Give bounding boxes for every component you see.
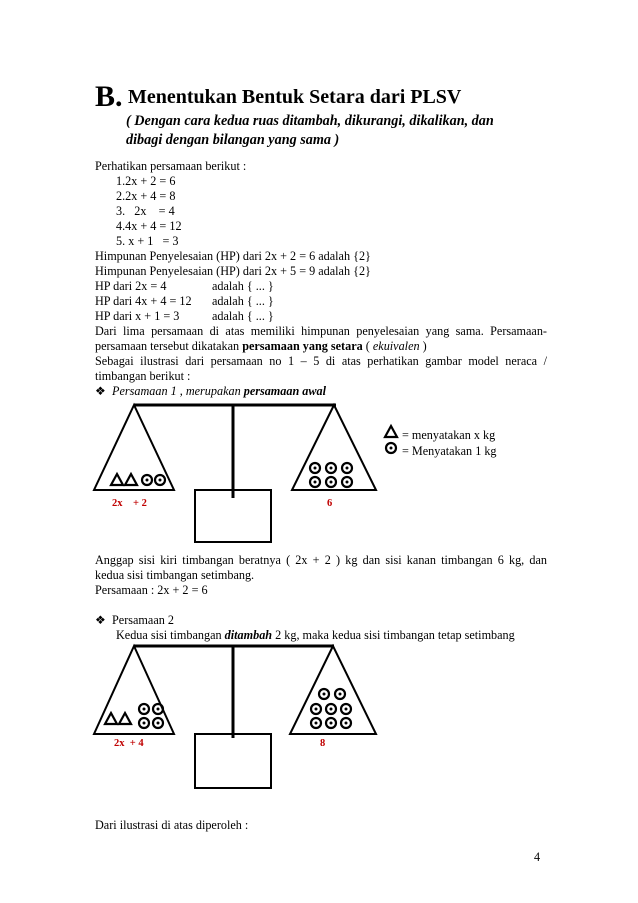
scale2-right-weights xyxy=(311,689,351,728)
bullet-1: ❖ Persamaan 1 , merupakan persamaan awal xyxy=(95,384,326,398)
scale2-left-weights xyxy=(105,704,163,728)
para3-line3: Persamaan : 2x + 2 = 6 xyxy=(95,583,208,597)
hp-line-1: Himpunan Penyelesaian (HP) dari 2x + 2 = 6 adalah {2} xyxy=(95,249,371,263)
section-subtitle-line1: ( Dengan cara kedua ruas ditambah, dikurangi, dikalikan, dan xyxy=(126,113,494,129)
hp-short-3-left: HP dari x + 1 = 3 xyxy=(95,309,180,323)
hp-short-2-right: adalah { ... } xyxy=(212,294,274,308)
section-title: Menentukan Bentuk Setara dari PLSV xyxy=(128,86,462,108)
section-subtitle-line2: dibagi dengan bilangan yang sama ) xyxy=(126,132,340,148)
bullet-2-desc: Kedua sisi timbangan ditambah 2 kg, maka kedua sisi timbangan tetap setimbang xyxy=(116,628,515,642)
para3-line2: kedua sisi timbangan setimbang. xyxy=(95,568,255,582)
hp-short-2-left: HP dari 4x + 4 = 12 xyxy=(95,294,192,308)
equation-2: 2.2x + 4 = 8 xyxy=(116,189,176,203)
triangle-icon xyxy=(385,426,397,437)
hp-short-1-right: adalah { ... } xyxy=(212,279,274,293)
diamond-bullet-icon: ❖ xyxy=(95,613,106,627)
balance-scale-2 xyxy=(94,646,376,788)
hp-line-2: Himpunan Penyelesaian (HP) dari 2x + 5 = 9 adalah {2} xyxy=(95,264,371,278)
equation-3: 3. 2x = 4 xyxy=(116,204,175,218)
legend-triangle-text: = menyatakan x kg xyxy=(402,428,496,442)
equation-5: 5. x + 1 = 3 xyxy=(116,234,179,248)
scale2-left-label: 2x + 4 xyxy=(114,738,144,749)
balance-scale-1 xyxy=(94,405,376,542)
equation-1: 1.2x + 2 = 6 xyxy=(116,174,176,188)
para2-line1: Sebagai ilustrasi dari persamaan no 1 – 5 di atas perhatikan gambar model neraca / xyxy=(95,354,547,368)
scale1-right-weights xyxy=(310,463,352,487)
circle-icon xyxy=(386,443,396,453)
para3-line1: Anggap sisi kiri timbangan beratnya ( 2x + 2 ) kg dan sisi kanan timbangan 6 kg, dan xyxy=(95,553,547,567)
para1-line1: Dari lima persamaan di atas memiliki himpunan penyelesaian yang sama. Persamaan- xyxy=(95,324,547,338)
legend-circle-text: = Menyatakan 1 kg xyxy=(402,444,497,458)
scale1-left-label: 2x + 2 xyxy=(112,498,147,509)
hp-short-1-left: HP dari 2x = 4 xyxy=(95,279,167,293)
para1-line2: persamaan tersebut dikatakan persamaan yang setara ( ekuivalen ) xyxy=(95,339,427,353)
hp-short-3-right: adalah { ... } xyxy=(212,309,274,323)
scale1-right-label: 6 xyxy=(327,498,333,509)
diamond-bullet-icon: ❖ xyxy=(95,384,106,398)
closing-text: Dari ilustrasi di atas diperoleh : xyxy=(95,818,249,832)
equation-4: 4.4x + 4 = 12 xyxy=(116,219,182,233)
para2-line2: timbangan berikut : xyxy=(95,369,191,383)
intro-text: Perhatikan persamaan berikut : xyxy=(95,159,247,173)
scale1-left-weights xyxy=(111,474,165,485)
section-letter: B. xyxy=(95,80,123,113)
scale2-right-label: 8 xyxy=(320,738,326,749)
page-number: 4 xyxy=(534,850,541,864)
bullet-2: ❖ Persamaan 2 xyxy=(95,613,174,627)
